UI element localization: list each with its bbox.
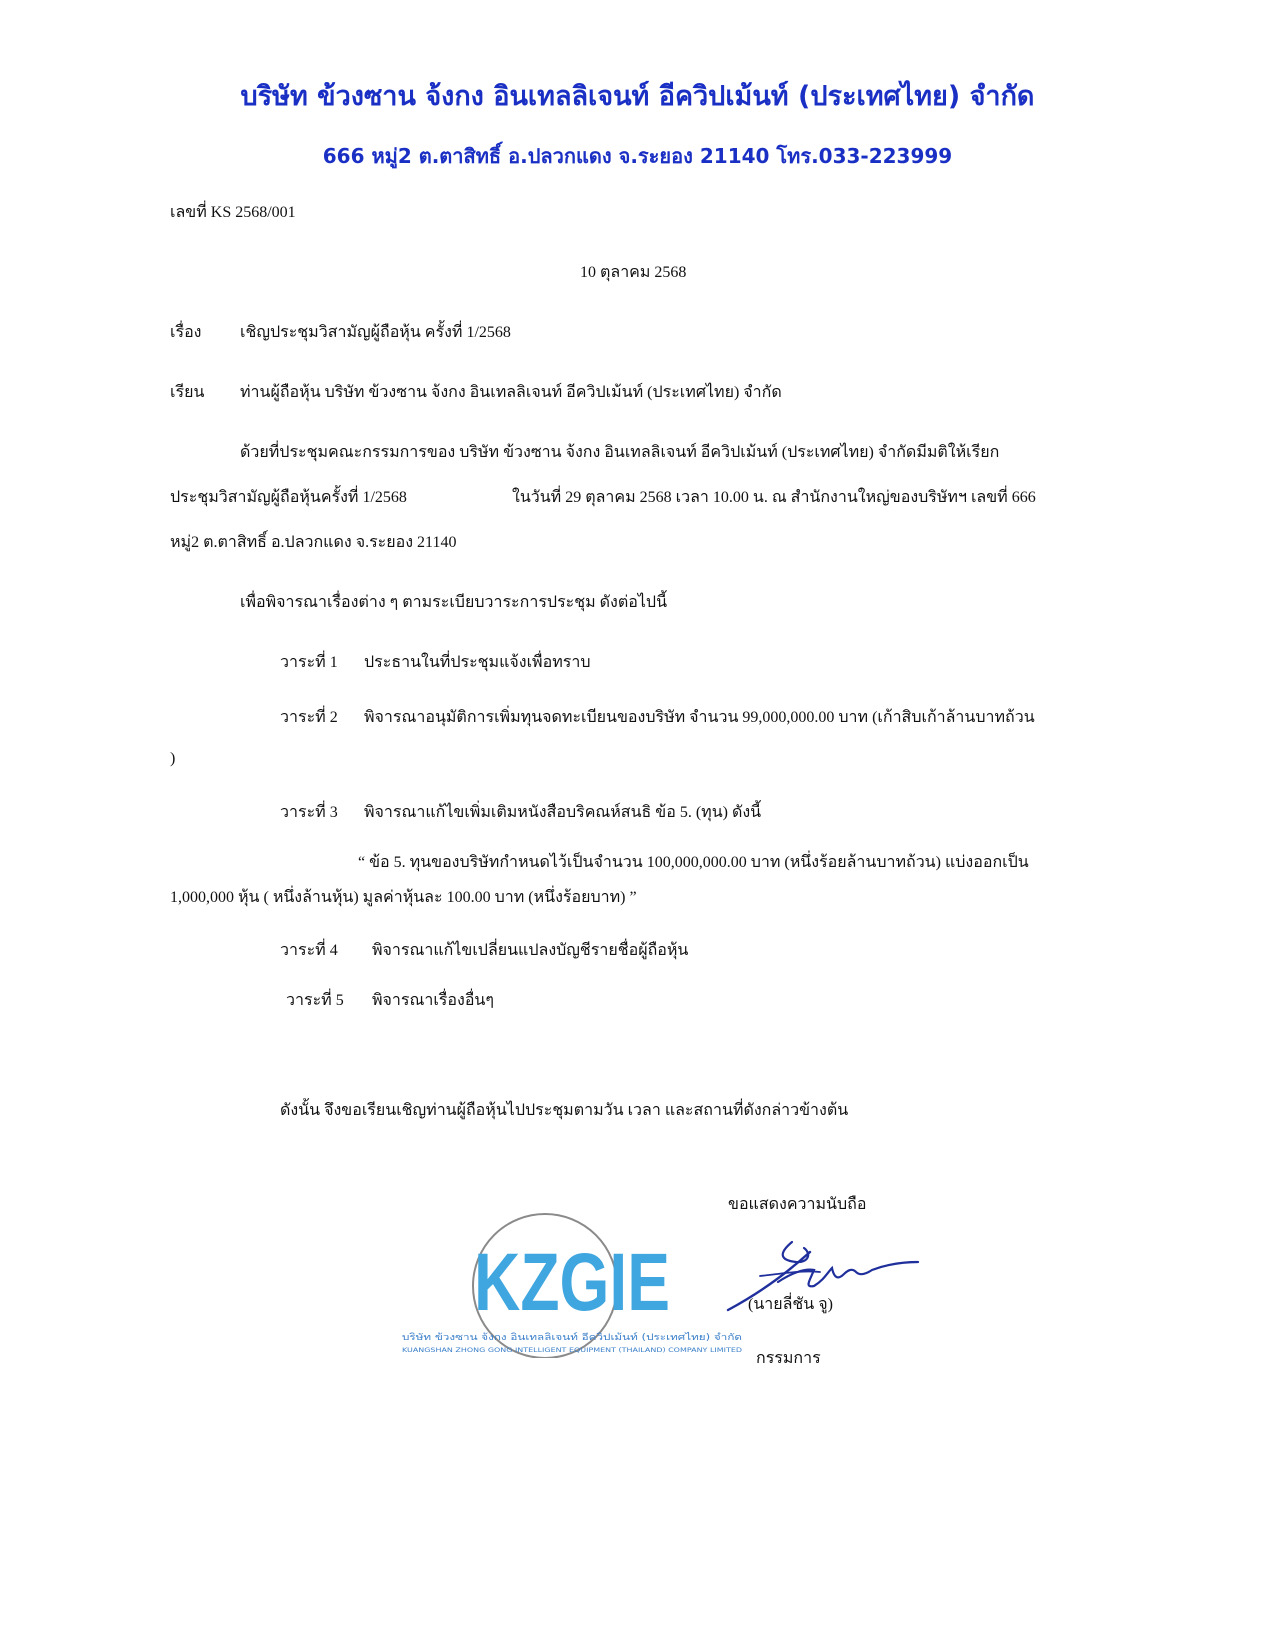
regards-text: ขอแสดงความนับถือ — [728, 1196, 867, 1213]
company-seal-logo — [400, 1208, 745, 1358]
agenda-intro: เพื่อพิจารณาเรื่องต่าง ๆ ตามระเบียบวาระการประชุม ดังต่อไปนี้ — [240, 594, 667, 611]
seal-line-thai: บริษัท ข้วงซาน จ้งกง อินเทลลิเจนท์ อีควิปเม้นท์ (ประเทศไทย) จำกัด — [402, 1333, 664, 1343]
recipient-text: ท่านผู้ถือหุ้น บริษัท ข้วงซาน จ้งกง อินเทลลิเจนท์ อีควิปเม้นท์ (ประเทศไทย) จำกัด — [240, 384, 782, 401]
agenda-item-1-text: ประธานในที่ประชุมแจ้งเพื่อทราบ — [364, 654, 591, 671]
agenda-item-3-text: พิจารณาแก้ไขเพิ่มเติมหนังสือบริคณห์สนธิ ข้อ 5. (ทุน) ดังนี้ — [364, 804, 762, 821]
agenda-item-5-label: วาระที่ 5 — [286, 992, 344, 1009]
agenda-item-2-continuation: ) — [170, 750, 176, 767]
agenda-item-4-text: พิจารณาแก้ไขเปลี่ยนแปลงบัญชีรายชื่อผู้ถือหุ้น — [372, 942, 689, 959]
subject-label: เรื่อง — [170, 324, 202, 341]
agenda-item-2-label: วาระที่ 2 — [280, 709, 338, 726]
agenda-item-3-label: วาระที่ 3 — [280, 804, 338, 821]
company-seal — [400, 1208, 745, 1358]
company-address-heading: 666 หมู่2 ต.ตาสิทธิ์ อ.ปลวกแดง จ.ระยอง 21140 โทร.033-223999 — [322, 144, 953, 168]
agenda-item-5-text: พิจารณาเรื่องอื่นๆ — [372, 992, 494, 1009]
document-reference: เลขที่ KS 2568/001 — [170, 204, 296, 221]
subject-text: เชิญประชุมวิสามัญผู้ถือหุ้น ครั้งที่ 1/2568 — [240, 324, 511, 341]
agenda-item-1-label: วาระที่ 1 — [280, 654, 338, 671]
quote-line-2: 1,000,000 หุ้น ( หนึ่งล้านหุ้น) มูลค่าหุ้นละ 100.00 บาท (หนึ่งร้อยบาท) ” — [170, 889, 637, 906]
agenda-item-2-text: พิจารณาอนุมัติการเพิ่มทุนจดทะเบียนของบริษัท จำนวน 99,000,000.00 บาท (เก้าสิบเก้าล้านบาทถ้วน — [364, 709, 1035, 726]
body-paragraph-line-1: ด้วยที่ประชุมคณะกรรมการของ บริษัท ข้วงซาน จ้งกง อินเทลลิเจนท์ อีควิปเม้นท์ (ประเทศไทย) จำกัดมีมติให้เรียก — [240, 444, 1000, 461]
company-name-heading: บริษัท ข้วงซาน จ้งกง อินเทลลิเจนท์ อีควิปเม้นท์ (ประเทศไทย) จำกัด — [240, 81, 1035, 112]
quote-line-1: “ ข้อ 5. ทุนของบริษัทกำหนดไว้เป็นจำนวน 100,000,000.00 บาท (หนึ่งร้อยล้านบาทถ้วน) แบ่งออกเป็น — [358, 854, 1029, 871]
body-paragraph-line-3: หมู่2 ต.ตาสิทธิ์ อ.ปลวกแดง จ.ระยอง 21140 — [170, 534, 457, 551]
signer-position: กรรมการ — [756, 1350, 821, 1367]
body-paragraph-line-2a: ประชุมวิสามัญผู้ถือหุ้นครั้งที่ 1/2568 — [170, 489, 407, 506]
seal-logo-text: KZGIE — [474, 1237, 670, 1328]
seal-line-english: KUANGSHAN ZHONG GONG INTELLIGENT EQUIPMENT (THAILAND) COMPANY LIMITED — [402, 1347, 743, 1354]
document-date: 10 ตุลาคม 2568 — [580, 264, 687, 281]
recipient-label: เรียน — [170, 384, 205, 401]
closing-text: ดังนั้น จึงขอเรียนเชิญท่านผู้ถือหุ้นไปประชุมตามวัน เวลา และสถานที่ดังกล่าวข้างต้น — [280, 1102, 849, 1119]
body-paragraph-line-2b: ในวันที่ 29 ตุลาคม 2568 เวลา 10.00 น. ณ สำนักงานใหญ่ของบริษัทฯ เลขที่ 666 — [512, 489, 1036, 506]
agenda-item-4-label: วาระที่ 4 — [280, 942, 338, 959]
signer-name: (นายลี่ชัน จู) — [748, 1296, 833, 1313]
